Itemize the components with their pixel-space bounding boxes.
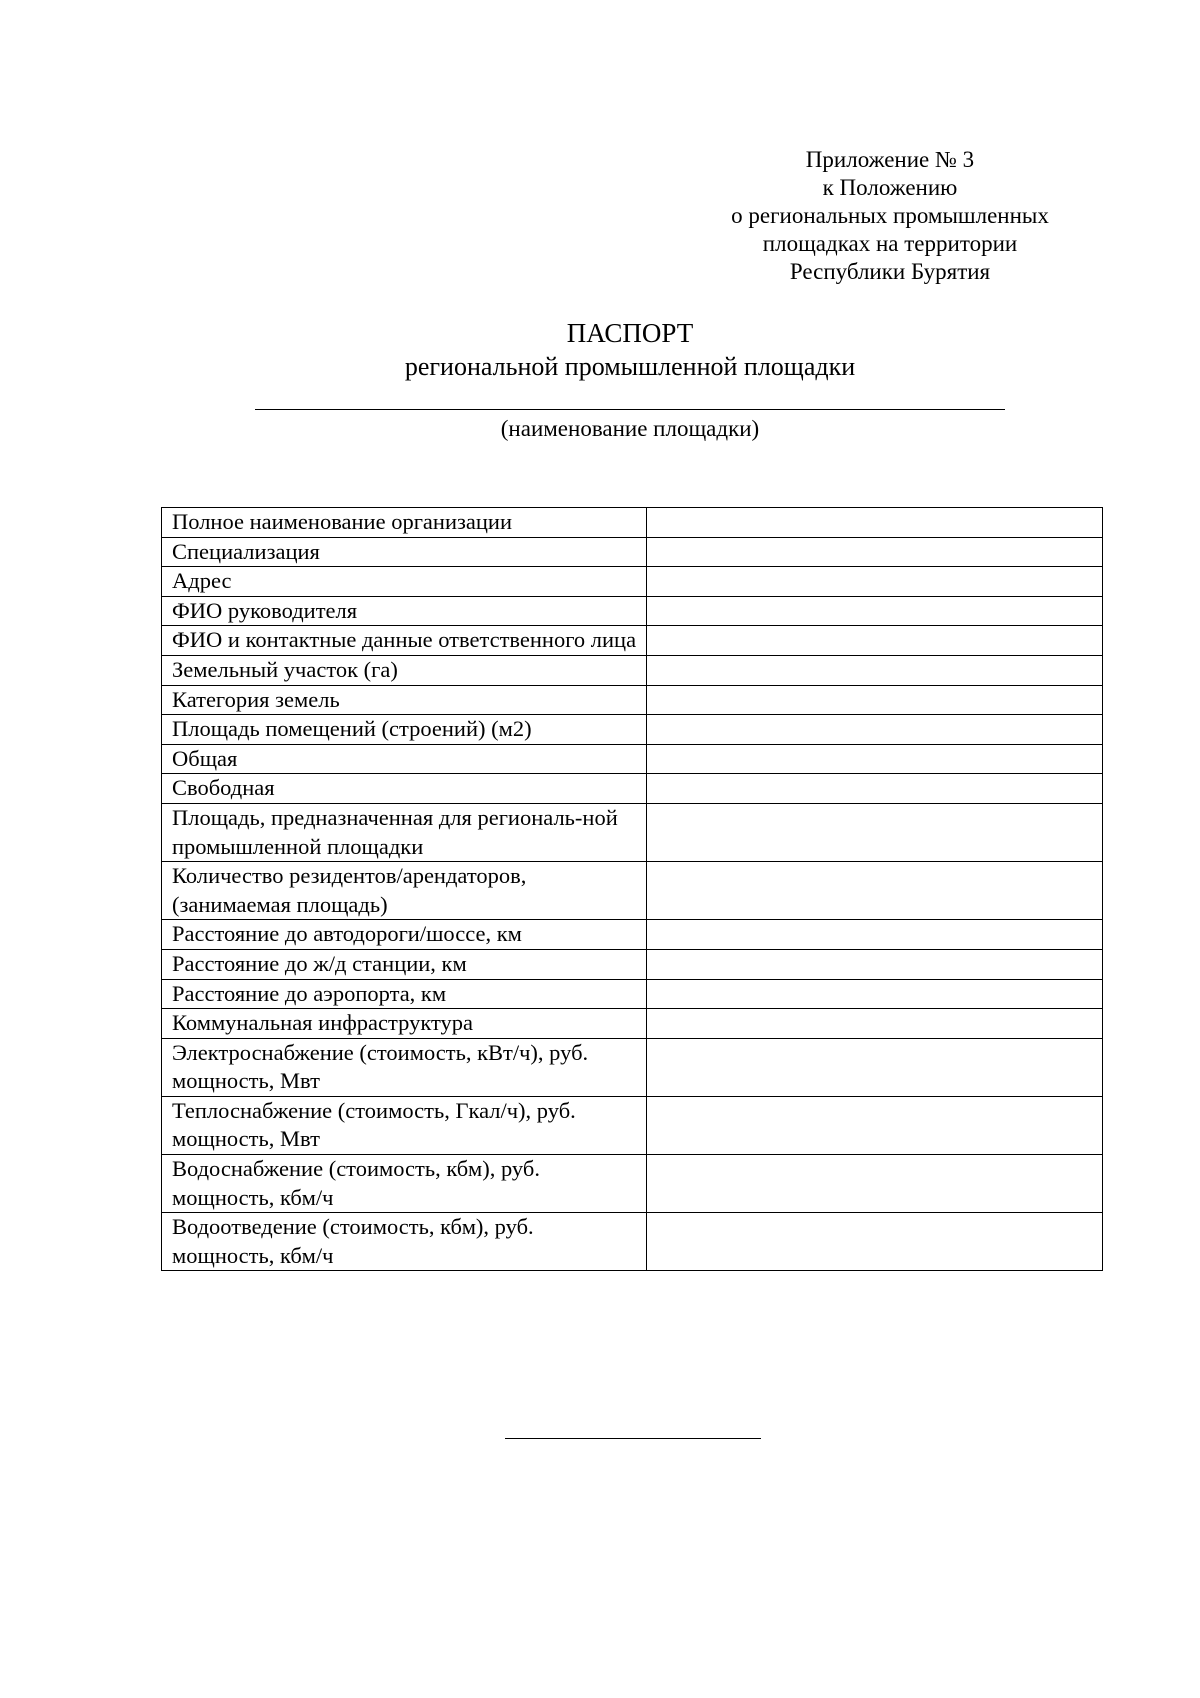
table-row — [162, 744, 1103, 774]
table-row — [162, 862, 1103, 920]
table-row — [162, 537, 1103, 567]
row-label: Электроснабжение (стоимость, кВт/ч), руб. мощность, Мвт — [162, 1038, 647, 1096]
row-label: Площадь помещений (строений) (м2) — [162, 715, 647, 745]
table-row — [162, 655, 1103, 685]
row-value — [647, 1213, 1103, 1271]
table-row — [162, 1096, 1103, 1154]
row-label: Свободная — [162, 774, 647, 804]
row-value — [647, 567, 1103, 597]
table-row — [162, 626, 1103, 656]
site-name-caption: (наименование площадки) — [500, 416, 760, 441]
appendix-reference — [720, 146, 1060, 286]
row-value — [647, 862, 1103, 920]
row-label: ФИО и контактные данные ответственного лица — [162, 626, 647, 656]
row-label: Общая — [162, 744, 647, 774]
row-value — [647, 655, 1103, 685]
table-row — [162, 567, 1103, 597]
row-value — [647, 774, 1103, 804]
row-label: Расстояние до автодороги/шоссе, км — [162, 920, 647, 950]
row-label: Коммунальная инфраструктура — [162, 1009, 647, 1039]
table-row — [162, 1155, 1103, 1213]
appendix-line: к Положению — [822, 175, 958, 200]
row-label: Полное наименование организации — [162, 508, 647, 538]
row-value — [647, 596, 1103, 626]
document-title: ПАСПОРТ — [566, 318, 694, 348]
table-row — [162, 774, 1103, 804]
row-label: Водоотведение (стоимость, кбм), руб. мощность, кбм/ч — [162, 1213, 647, 1271]
row-label: Категория земель — [162, 685, 647, 715]
row-value — [647, 715, 1103, 745]
row-value — [647, 949, 1103, 979]
row-label: Площадь, предназначенная для региональ-ной промышленной площадки — [162, 803, 647, 861]
appendix-line: площадках на территории — [762, 231, 1018, 256]
row-value — [647, 1096, 1103, 1154]
table-row — [162, 949, 1103, 979]
table-row — [162, 979, 1103, 1009]
appendix-line: Приложение № 3 — [805, 147, 975, 172]
row-value — [647, 979, 1103, 1009]
row-label: Земельный участок (га) — [162, 655, 647, 685]
row-value — [647, 920, 1103, 950]
table-row — [162, 1038, 1103, 1096]
row-label: Водоснабжение (стоимость, кбм), руб. мощность, кбм/ч — [162, 1155, 647, 1213]
row-label: Расстояние до аэропорта, км — [162, 979, 647, 1009]
document-subtitle: региональной промышленной площадки — [404, 352, 856, 381]
row-value — [647, 537, 1103, 567]
row-value — [647, 626, 1103, 656]
table-row — [162, 596, 1103, 626]
table-row — [162, 803, 1103, 861]
table-row — [162, 1213, 1103, 1271]
row-label: Расстояние до ж/д станции, км — [162, 949, 647, 979]
document-title-block — [0, 316, 1200, 384]
site-name-fill-line — [255, 409, 1005, 410]
row-label: Теплоснабжение (стоимость, Гкал/ч), руб. мощность, Мвт — [162, 1096, 647, 1154]
table-row — [162, 1009, 1103, 1039]
row-value — [647, 685, 1103, 715]
row-value — [647, 1038, 1103, 1096]
table-row — [162, 508, 1103, 538]
passport-table — [161, 507, 1103, 1271]
closing-line — [505, 1438, 761, 1439]
row-value — [647, 744, 1103, 774]
row-label: ФИО руководителя — [162, 596, 647, 626]
row-value — [647, 508, 1103, 538]
table-row — [162, 715, 1103, 745]
row-label: Специализация — [162, 537, 647, 567]
table-row — [162, 685, 1103, 715]
row-value — [647, 1155, 1103, 1213]
appendix-line: о региональных промышленных — [731, 203, 1049, 228]
row-value — [647, 803, 1103, 861]
row-label: Адрес — [162, 567, 647, 597]
row-label: Количество резидентов/арендаторов, (занимаемая площадь) — [162, 862, 647, 920]
appendix-line: Республики Бурятия — [789, 259, 991, 284]
row-value — [647, 1009, 1103, 1039]
table-row — [162, 920, 1103, 950]
